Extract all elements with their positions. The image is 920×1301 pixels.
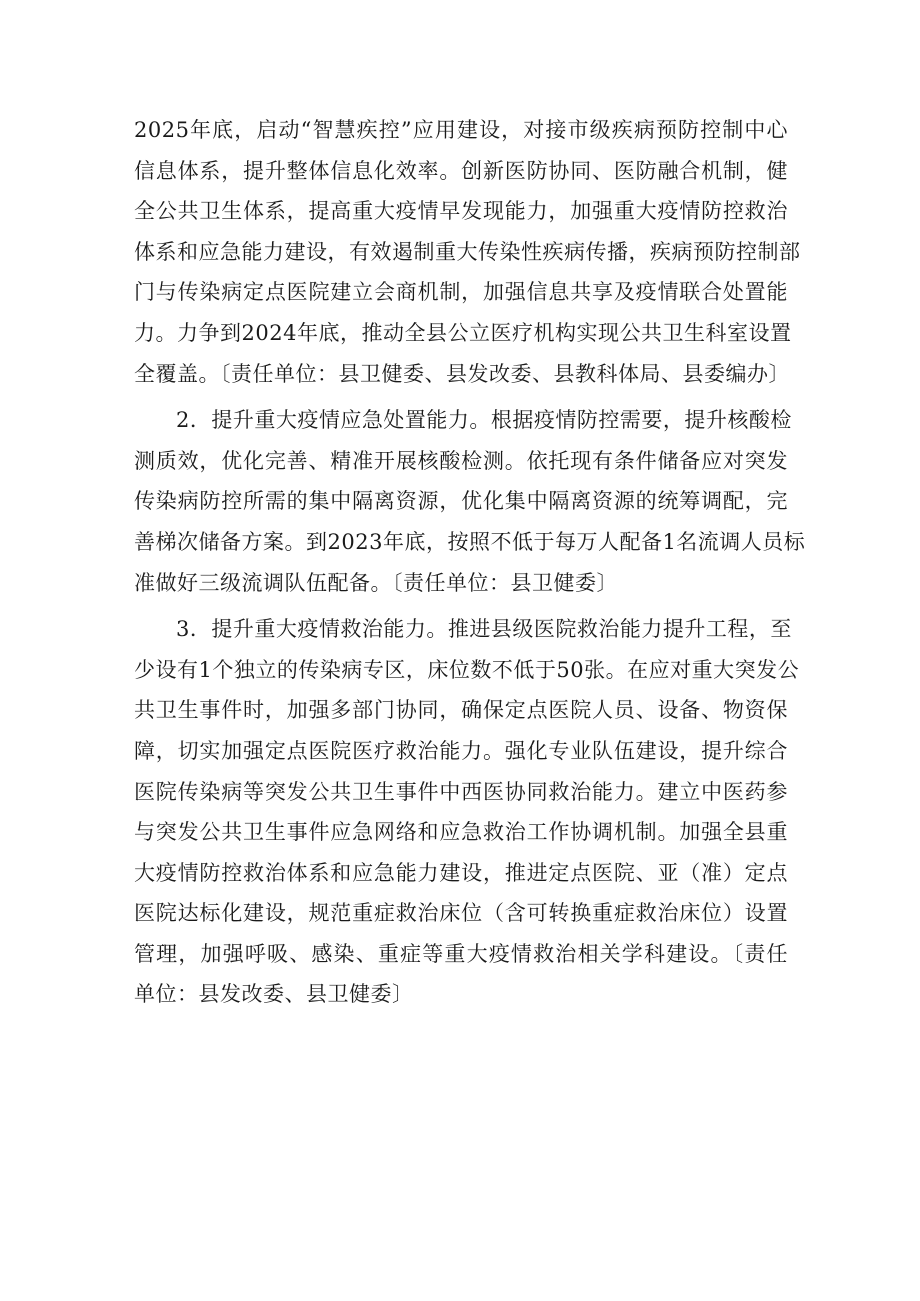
- text-line: 大疫情防控救治体系和应急能力建设，推进定点医院、亚（准）定点: [134, 860, 788, 885]
- text-line: 医院传染病等突发公共卫生事件中西医协同救治能力。建立中医药参: [134, 779, 788, 804]
- text-line: 医院达标化建设，规范重症救治床位（含可转换重症救治床位）设置: [134, 901, 788, 926]
- text-line: 2025年底，启动“智慧疾控”应用建设，对接市级疾病预防控制中心: [134, 118, 788, 142]
- text-line: 体系和应急能力建设，有效遏制重大传染性疾病传播，疾病预防控制部: [134, 239, 801, 264]
- text-line: 传染病防控所需的集中隔离资源，优化集中隔离资源的统筹调配，完: [134, 489, 788, 514]
- text-line: 信息体系，提升整体信息化效率。创新医防协同、医防融合机制，健: [134, 158, 788, 183]
- text-line: 障，切实加强定点医院医疗救治能力。强化专业队伍建设，提升综合: [134, 738, 788, 763]
- text-line: 测质效，优化完善、精准开展核酸检测。依托现有条件储备应对突发: [134, 448, 788, 473]
- text-line: 力。力争到2024年底，推动全县公立医疗机构实现公共卫生科室设置: [134, 320, 792, 345]
- document-body: [134, 110, 806, 1021]
- text-line: 善梯次储备方案。到2023年底，按照不低于每万人配备1名流调人员标: [134, 529, 806, 554]
- text-line: 单位：县发改委、县卫健委〕: [134, 982, 414, 1007]
- text-line: 全公共卫生体系，提高重大疫情早发现能力，加强重大疫情防控救治: [134, 199, 788, 224]
- paragraph-continuation: [134, 110, 801, 394]
- text-line: 准做好三级流调队伍配备。〔责任单位：县卫健委〕: [134, 570, 618, 595]
- text-line: 共卫生事件时，加强多部门协同，确保定点医院人员、设备、物资保: [134, 698, 788, 723]
- text-line: 3．提升重大疫情救治能力。推进县级医院救治能力提升工程，至: [176, 617, 792, 642]
- paragraph-item-2: [134, 400, 806, 603]
- paragraph-item-3: [134, 609, 800, 1015]
- text-line: 2．提升重大疫情应急处置能力。根据疫情防控需要，提升核酸检: [176, 408, 792, 433]
- text-line: 与突发公共卫生事件应急网络和应急救治工作协调机制。加强全县重: [134, 820, 788, 845]
- text-line: 全覆盖。〔责任单位：县卫健委、县发改委、县教科体局、县委编办〕: [134, 361, 790, 386]
- text-line: 门与传染病定点医院建立会商机制，加强信息共享及疫情联合处置能: [134, 280, 788, 305]
- text-line: 少设有1个独立的传染病专区，床位数不低于50张。在应对重大突发公: [134, 657, 800, 682]
- text-line: 管理，加强呼吸、感染、重症等重大疫情救治相关学科建设。〔责任: [134, 941, 788, 966]
